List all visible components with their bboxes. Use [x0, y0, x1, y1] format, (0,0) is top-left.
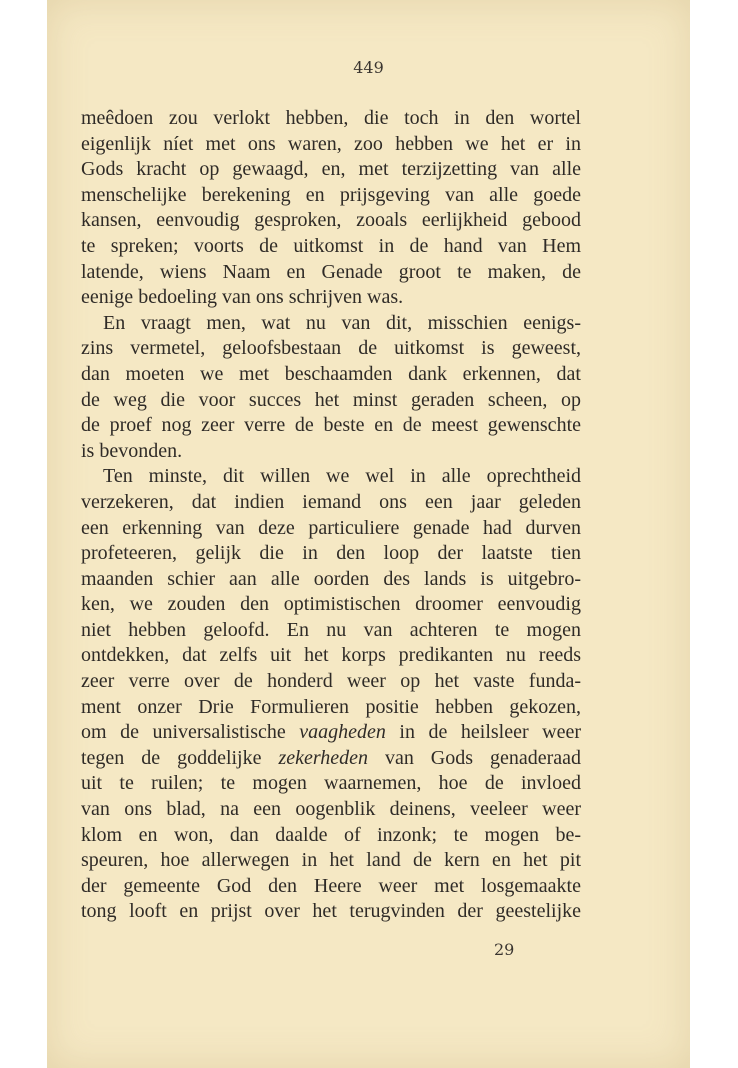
text-line: maanden schier aan alle oorden des lands is uitgebro- — [81, 567, 581, 590]
text-line: Ten minste, dit willen we wel in alle oprechtheid — [103, 465, 581, 488]
text-line: En vraagt men, wat nu van dit, misschien eenigs- — [103, 311, 581, 334]
book-page — [47, 0, 690, 1068]
text-line: menschelijke berekening en prijsgeving van alle goede — [81, 183, 581, 206]
text-line: zins vermetel, geloofsbestaan de uitkomst is geweest, — [81, 337, 581, 360]
text-line: tong looft en prijst over het terugvinden der geestelijke — [81, 900, 581, 923]
italic-term: vaagheden — [299, 721, 386, 744]
signature-mark: 29 — [494, 940, 515, 959]
text-segment: om de universalistische — [81, 721, 300, 744]
body-text — [81, 106, 581, 925]
text-line: meêdoen zou verlokt hebben, die toch in den wortel — [81, 107, 581, 129]
page-number: 449 — [353, 58, 384, 77]
text-line: speuren, hoe allerwegen in het land de kern en het pit — [81, 849, 581, 872]
text-line: is bevonden. — [81, 439, 183, 462]
text-line — [81, 720, 581, 746]
text-line: de proef nog zeer verre de beste en de meest gewenschte — [81, 414, 581, 437]
italic-term: zekerheden — [278, 746, 369, 769]
text-line: zeer verre over de honderd weer op het vaste funda- — [81, 670, 581, 693]
text-line: verzekeren, dat indien iemand ons een jaar geleden — [81, 490, 581, 513]
text-line: een erkenning van deze particuliere genade had durven — [81, 516, 581, 539]
text-line: latende, wiens Naam en Genade groot te maken, de — [81, 260, 581, 283]
text-segment: in de heilsleer weer — [385, 721, 582, 744]
text-line: der gemeente God den Heere weer met losgemaakte — [81, 874, 581, 897]
text-line: van ons blad, na een oogenblik deinens, veeleer weer — [81, 798, 581, 821]
text-line: uit te ruilen; te mogen waarnemen, hoe de invloed — [81, 772, 581, 795]
text-line: ken, we zouden den optimistischen droomer eenvoudig — [81, 593, 581, 616]
text-line: Gods kracht op gewaagd, en, met terzijzetting van alle — [81, 158, 581, 181]
text-segment: tegen de goddelijke — [81, 746, 279, 769]
text-line: klom en won, dan daalde of inzonk; te mogen be- — [81, 823, 581, 846]
text-line: te spreken; voorts de uitkomst in de hand van Hem — [81, 234, 581, 257]
text-line: ontdekken, dat zelfs uit het korps predikanten nu reeds — [81, 644, 581, 667]
text-line: kansen, eenvoudig gesproken, zooals eerlijkheid gebood — [81, 209, 581, 232]
text-line: eenige bedoeling van ons schrijven was. — [81, 286, 404, 309]
text-segment: van Gods genaderaad — [368, 746, 581, 769]
text-line: dan moeten we met beschaamden dank erkennen, dat — [81, 362, 581, 385]
text-line: profeteeren, gelijk die in den loop der laatste tien — [81, 542, 581, 565]
text-line: de weg die voor succes het minst geraden scheen, op — [81, 388, 581, 411]
text-line: eigenlijk níet met ons waren, zoo hebben we het er in — [81, 132, 581, 155]
text-line: ment onzer Drie Formulieren positie hebben gekozen, — [81, 695, 581, 718]
text-line: niet hebben geloofd. En nu van achteren te mogen — [81, 618, 581, 641]
text-line — [81, 746, 581, 772]
